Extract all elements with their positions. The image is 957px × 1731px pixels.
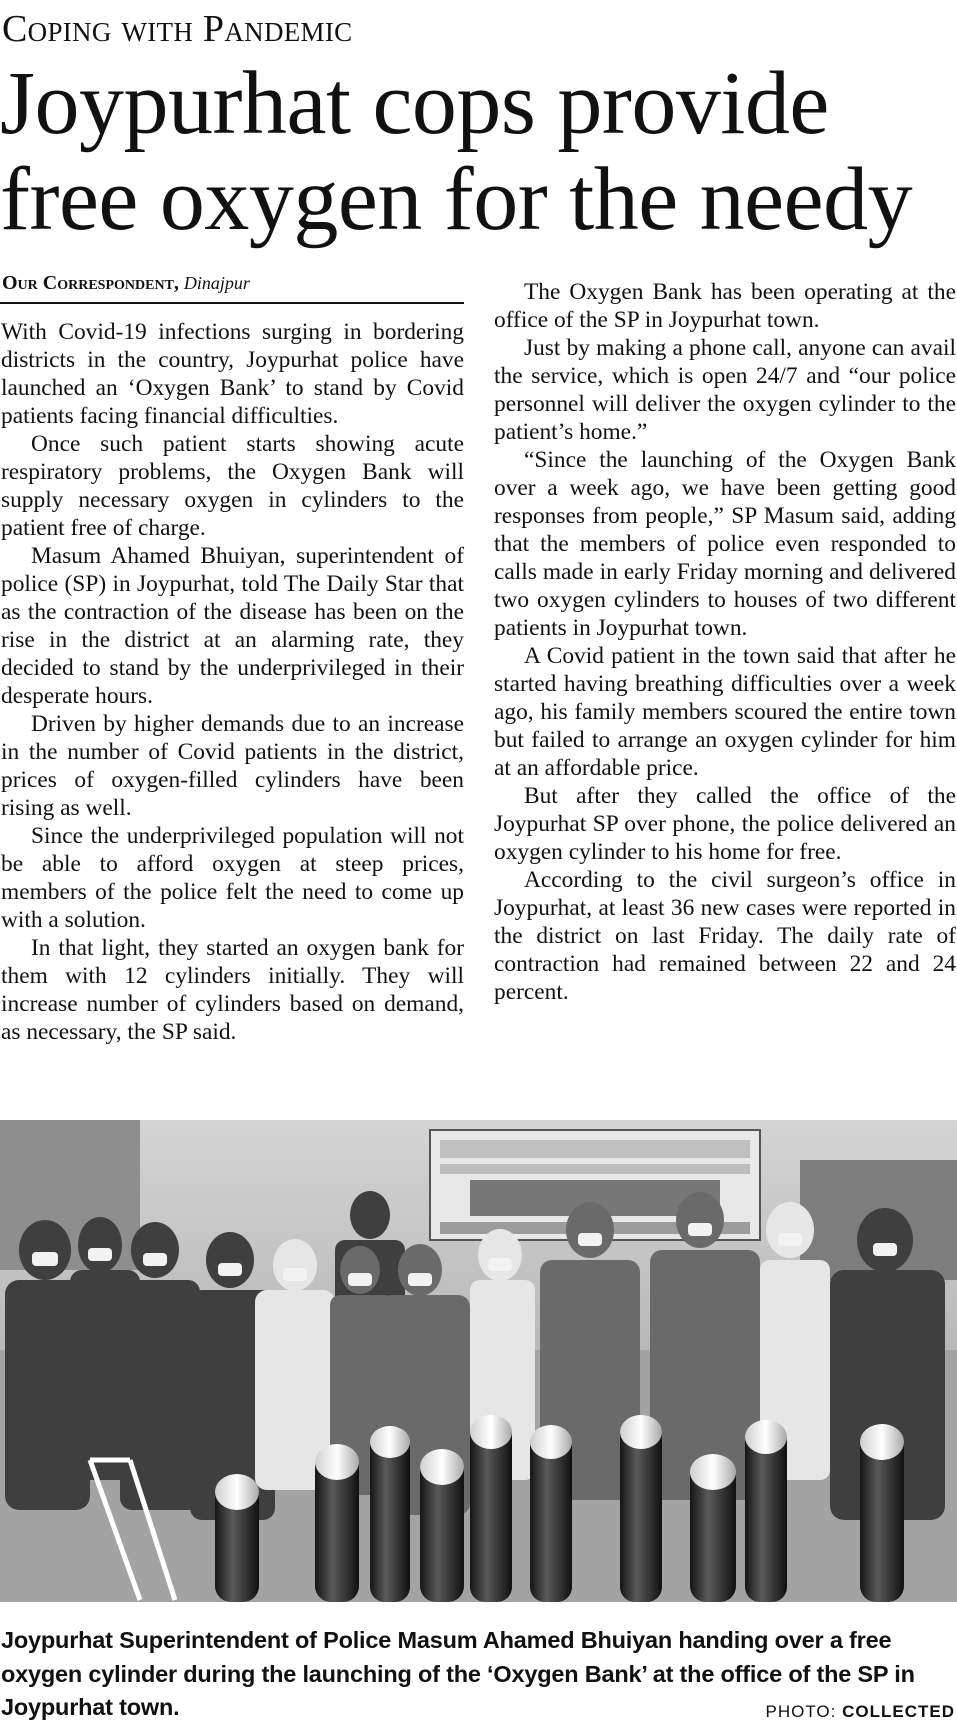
byline-place: Dinajpur	[183, 273, 250, 293]
byline-author: Our Correspondent,	[2, 272, 179, 294]
photo-illustration	[0, 1120, 957, 1602]
photo-caption: Joypurhat Superintendent of Police Masum Ahamed Bhuiyan handing over a free oxygen cylinder during the launching of the ‘Oxygen Bank’ at the office of the SP in Joypurhat town.	[1, 1627, 915, 1720]
article-paragraph: According to the civil surgeon’s office in Joypurhat, at least 36 new cases were reported in the district on last Friday. The daily rate of contraction had remained between 22 and 24 percent.	[494, 867, 956, 1005]
headline-line-1: Joypurhat cops provide	[0, 54, 829, 153]
article-paragraph: Masum Ahamed Bhuiyan, superintendent of police (SP) in Joypurhat, told The Daily Star that as the contraction of the disease has been on the rise in the district at an alarming rate, they decided to stand by the underprivileged in their desperate hours.	[1, 543, 464, 709]
article-paragraph: “Since the launching of the Oxygen Bank over a week ago, we have been getting good responses from people,” SP Masum said, adding that the members of police even responded to calls made in early Friday morning and delivered two oxygen cylinders to houses of two different patients in Joypurhat town.	[494, 447, 956, 641]
article-paragraph: But after they called the office of the Joypurhat SP over phone, the police delivered an oxygen cylinder to his home for free.	[494, 783, 956, 865]
byline-divider	[0, 302, 464, 304]
photo-credit-value: COLLECTED	[842, 1702, 955, 1721]
article-column-right	[494, 278, 956, 1006]
photo-credit-label: PHOTO:	[765, 1702, 837, 1721]
section-kicker: Coping with Pandemic	[2, 8, 353, 50]
article-paragraph: The Oxygen Bank has been operating at the office of the SP in Joypurhat town.	[494, 279, 956, 333]
article-column-left	[1, 318, 464, 1046]
article-paragraph: In that light, they started an oxygen bank for them with 12 cylinders initially. They will increase number of cylinders based on demand, as necessary, the SP said.	[1, 935, 464, 1045]
article-paragraph: A Covid patient in the town said that after he started having breathing difficulties over a week ago, his family members scoured the entire town but failed to arrange an oxygen cylinder for him at an affordable price.	[494, 643, 956, 781]
headline	[0, 56, 957, 248]
byline	[2, 270, 462, 296]
news-photo	[0, 1120, 957, 1602]
article-paragraph: With Covid-19 infections surging in bordering districts in the country, Joypurhat police have launched an ‘Oxygen Bank’ to stand by Covid patients facing financial difficulties.	[1, 319, 464, 429]
article-paragraph: Just by making a phone call, anyone can avail the service, which is open 24/7 and “our police personnel will deliver the oxygen cylinder to the patient’s home.”	[494, 335, 956, 445]
article-paragraph: Once such patient starts showing acute respiratory problems, the Oxygen Bank will supply necessary oxygen in cylinders to the patient free of charge.	[1, 431, 464, 541]
article-paragraph: Since the underprivileged population will not be able to afford oxygen at steep prices, members of the police felt the need to come up with a solution.	[1, 823, 464, 933]
photo-credit	[766, 1702, 956, 1722]
headline-line-2: free oxygen for the needy	[0, 150, 913, 249]
article-paragraph: Driven by higher demands due to an increase in the number of Covid patients in the district, prices of oxygen-filled cylinders have been rising as well.	[1, 711, 464, 821]
